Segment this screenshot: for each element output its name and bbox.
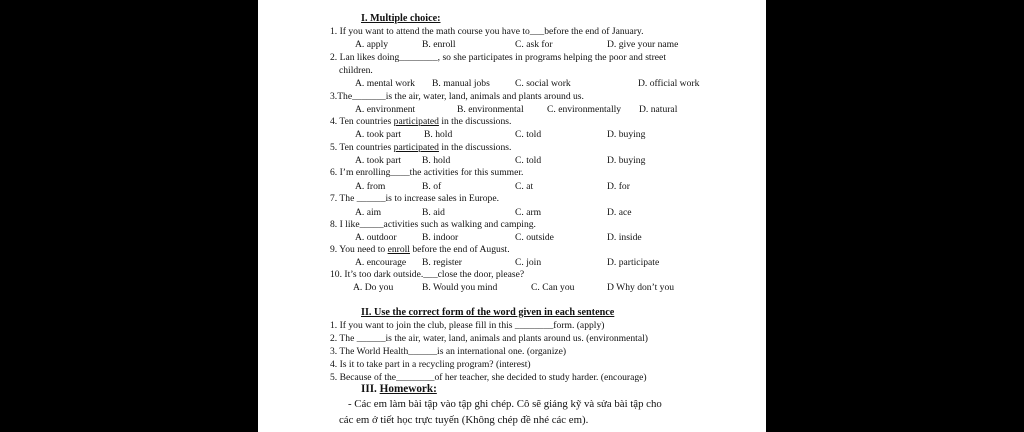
q2-option-c: C. social work	[515, 78, 571, 89]
q4-stem-start: 4. Ten countries	[330, 116, 394, 127]
q9-stem-end: before the end of August.	[409, 244, 510, 255]
q3-option-d: D. natural	[639, 104, 678, 115]
homework-line-1: - Các em làm bài tập vào tập ghi chép. Cô sẽ giảng kỹ và sửa bài tập cho	[348, 398, 662, 410]
q6-option-b: B. of	[422, 181, 442, 192]
q4-option-d: D. buying	[607, 129, 646, 140]
q3-option-a: A. environment	[355, 104, 416, 115]
section3-title	[361, 383, 437, 395]
q10-option-d: D Why don’t you	[607, 282, 675, 293]
q8-option-d: D. inside	[607, 232, 642, 243]
question-5	[330, 142, 511, 154]
exercise-item-4: 4. Is it to take part in a recycling program? (interest)	[330, 359, 531, 370]
q4-stem-underlined: participated	[393, 116, 439, 127]
question-1: 1. If you want to attend the math course you have to___before the end of January.	[330, 26, 644, 37]
q4-stem-end: in the discussions.	[438, 116, 512, 127]
q3-option-b: B. environmental	[457, 104, 524, 115]
q6-option-c: C. at	[515, 181, 534, 192]
homework-line-2: các em ở tiết học trực tuyến (Không chép đề nhé các em).	[339, 414, 589, 426]
section2-title: II. Use the correct form of the word given in each sentence	[361, 307, 615, 318]
q9-option-b: B. register	[422, 257, 462, 268]
q4-option-c: C. told	[515, 129, 542, 140]
q7-option-b: B. aid	[422, 207, 445, 218]
question-6: 6. I’m enrolling____the activities for this summer.	[330, 167, 524, 178]
section3-number: III.	[361, 383, 380, 395]
question-2-cont: children.	[339, 65, 373, 76]
q3-option-c: C. environmentally	[547, 104, 622, 115]
q6-option-a: A. from	[355, 181, 386, 192]
q9-stem-start: 9. You need to	[330, 244, 388, 255]
exercise-item-3: 3. The World Health______is an international one. (organize)	[330, 346, 567, 357]
section3-heading: Homework:	[379, 383, 437, 395]
exercise-item-5: 5. Because of the________of her teacher, she decided to study harder. (encourage)	[330, 372, 647, 383]
q10-option-b: B. Would you mind	[422, 282, 498, 293]
q5-stem-start: 5. Ten countries	[330, 142, 394, 153]
q9-option-a: A. encourage	[355, 257, 407, 268]
q5-stem-end: in the discussions.	[438, 142, 512, 153]
q9-option-c: C. join	[515, 257, 542, 268]
q1-option-c: C. ask for	[515, 39, 553, 50]
question-10: 10. It’s too dark outside.___close the door, please?	[330, 269, 525, 280]
q5-option-a: A. took part	[355, 155, 402, 166]
q8-option-c: C. outside	[515, 232, 554, 243]
q7-option-a: A. aim	[355, 207, 382, 218]
q1-option-d: D. give your name	[607, 39, 679, 50]
q4-option-a: A. took part	[355, 129, 402, 140]
q2-option-b: B. manual jobs	[432, 78, 490, 89]
q7-option-d: D. ace	[607, 207, 632, 218]
document-page	[258, 0, 766, 432]
q10-option-c: C. Can you	[531, 282, 575, 293]
question-8: 8. I like_____activities such as walking and camping.	[330, 219, 536, 230]
q1-option-a: A. apply	[355, 39, 389, 50]
q6-option-d: D. for	[607, 181, 630, 192]
q5-option-b: B. hold	[422, 155, 451, 166]
question-4	[330, 116, 511, 128]
question-3: 3.The_______is the air, water, land, animals and plants around us.	[330, 91, 584, 102]
question-7: 7. The ______is to increase sales in Europe.	[330, 193, 500, 204]
section1-title: I. Multiple choice:	[361, 13, 441, 24]
q8-option-a: A. outdoor	[355, 232, 397, 243]
question-9	[330, 244, 510, 256]
q9-option-d: D. participate	[607, 257, 660, 268]
q5-option-d: D. buying	[607, 155, 646, 166]
q7-option-c: C. arm	[515, 207, 542, 218]
q10-option-a: A. Do you	[353, 282, 394, 293]
q1-option-b: B. enroll	[422, 39, 456, 50]
q5-stem-underlined: participated	[393, 142, 439, 153]
q4-option-b: B. hold	[424, 129, 453, 140]
q5-option-c: C. told	[515, 155, 542, 166]
q2-option-a: A. mental work	[355, 78, 415, 89]
q9-stem-underlined: enroll	[387, 244, 410, 255]
exercise-item-2: 2. The ______is the air, water, land, animals and plants around us. (environmental)	[330, 333, 648, 344]
q8-option-b: B. indoor	[422, 232, 459, 243]
exercise-item-1: 1. If you want to join the club, please fill in this ________form. (apply)	[330, 320, 605, 331]
q2-option-d: D. official work	[638, 78, 700, 89]
question-2: 2. Lan likes doing________, so she participates in programs helping the poor and street	[330, 52, 666, 63]
